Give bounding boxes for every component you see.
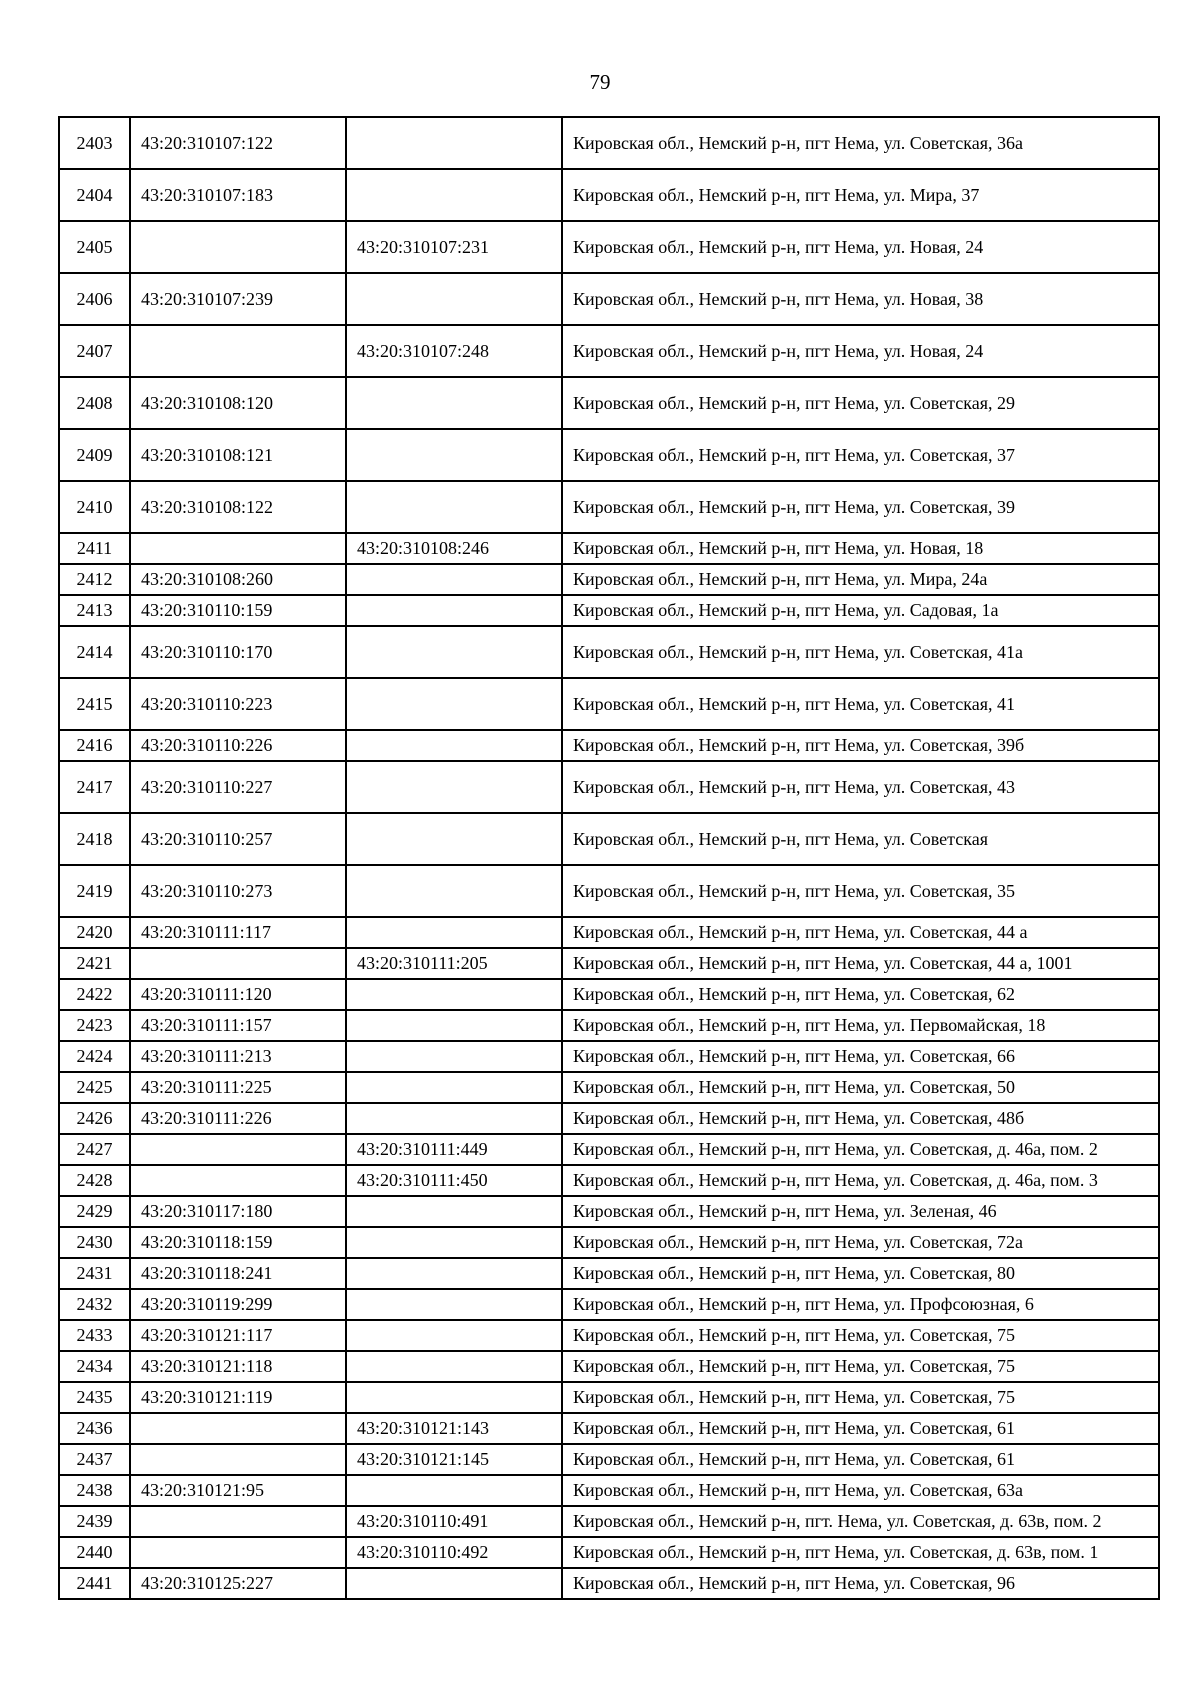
row-number-cell: 2438: [59, 1475, 130, 1506]
row-number-cell: 2424: [59, 1041, 130, 1072]
table-row: [59, 1010, 1159, 1041]
premises-cadastral-number-cell: 43:20:310111:450: [346, 1165, 562, 1196]
table-row: [59, 948, 1159, 979]
cadastral-number-cell: [130, 1537, 346, 1568]
premises-cadastral-number-cell: [346, 1103, 562, 1134]
row-number-cell: 2433: [59, 1320, 130, 1351]
address-cell: Кировская обл., Немский р-н, пгт Нема, ул. Советская: [562, 813, 1159, 865]
address-cell: Кировская обл., Немский р-н, пгт Нема, ул. Советская, 41а: [562, 626, 1159, 678]
premises-cadastral-number-cell: [346, 979, 562, 1010]
table-row: [59, 917, 1159, 948]
address-cell: Кировская обл., Немский р-н, пгт Нема, ул. Советская, д. 46а, пом. 3: [562, 1165, 1159, 1196]
table-row: [59, 1227, 1159, 1258]
row-number-cell: 2426: [59, 1103, 130, 1134]
cadastral-number-cell: 43:20:310111:226: [130, 1103, 346, 1134]
address-cell: Кировская обл., Немский р-н, пгт Нема, ул. Советская, 41: [562, 678, 1159, 730]
cadastral-number-cell: 43:20:310111:213: [130, 1041, 346, 1072]
row-number-cell: 2436: [59, 1413, 130, 1444]
row-number-cell: 2417: [59, 761, 130, 813]
premises-cadastral-number-cell: [346, 1320, 562, 1351]
address-cell: Кировская обл., Немский р-н, пгт Нема, ул. Советская, 44 а: [562, 917, 1159, 948]
table-row: [59, 1289, 1159, 1320]
cadastral-number-cell: 43:20:310111:225: [130, 1072, 346, 1103]
table-row: [59, 595, 1159, 626]
cadastral-number-cell: 43:20:310121:118: [130, 1351, 346, 1382]
cadastral-number-cell: [130, 1165, 346, 1196]
address-cell: Кировская обл., Немский р-н, пгт Нема, ул. Советская, 48б: [562, 1103, 1159, 1134]
table-row: [59, 221, 1159, 273]
row-number-cell: 2428: [59, 1165, 130, 1196]
cadastral-number-cell: 43:20:310108:260: [130, 564, 346, 595]
address-cell: Кировская обл., Немский р-н, пгт Нема, ул. Советская, 75: [562, 1382, 1159, 1413]
cadastral-number-cell: [130, 948, 346, 979]
premises-cadastral-number-cell: [346, 1382, 562, 1413]
cadastral-number-cell: 43:20:310107:183: [130, 169, 346, 221]
cadastral-number-cell: 43:20:310110:170: [130, 626, 346, 678]
row-number-cell: 2404: [59, 169, 130, 221]
table-row: [59, 813, 1159, 865]
premises-cadastral-number-cell: [346, 481, 562, 533]
address-cell: Кировская обл., Немский р-н, пгт Нема, ул. Новая, 38: [562, 273, 1159, 325]
cadastral-number-cell: 43:20:310121:117: [130, 1320, 346, 1351]
premises-cadastral-number-cell: 43:20:310107:231: [346, 221, 562, 273]
premises-cadastral-number-cell: [346, 865, 562, 917]
row-number-cell: 2440: [59, 1537, 130, 1568]
address-cell: Кировская обл., Немский р-н, пгт Нема, ул. Первомайская, 18: [562, 1010, 1159, 1041]
table-row: [59, 1165, 1159, 1196]
cadastral-number-cell: 43:20:310111:117: [130, 917, 346, 948]
address-cell: Кировская обл., Немский р-н, пгт Нема, ул. Новая, 24: [562, 221, 1159, 273]
row-number-cell: 2412: [59, 564, 130, 595]
address-cell: Кировская обл., Немский р-н, пгт Нема, ул. Советская, 35: [562, 865, 1159, 917]
row-number-cell: 2434: [59, 1351, 130, 1382]
premises-cadastral-number-cell: 43:20:310111:205: [346, 948, 562, 979]
premises-cadastral-number-cell: [346, 1227, 562, 1258]
table-row: [59, 979, 1159, 1010]
row-number-cell: 2420: [59, 917, 130, 948]
table-row: [59, 564, 1159, 595]
row-number-cell: 2421: [59, 948, 130, 979]
address-cell: Кировская обл., Немский р-н, пгт Нема, ул. Советская, 80: [562, 1258, 1159, 1289]
premises-cadastral-number-cell: [346, 1289, 562, 1320]
table-row: [59, 1413, 1159, 1444]
row-number-cell: 2425: [59, 1072, 130, 1103]
row-number-cell: 2409: [59, 429, 130, 481]
table-row: [59, 1041, 1159, 1072]
row-number-cell: 2435: [59, 1382, 130, 1413]
cadastral-number-cell: 43:20:310125:227: [130, 1568, 346, 1599]
row-number-cell: 2439: [59, 1506, 130, 1537]
cadastral-number-cell: 43:20:310108:122: [130, 481, 346, 533]
address-cell: Кировская обл., Немский р-н, пгт Нема, ул. Советская, 63а: [562, 1475, 1159, 1506]
address-cell: Кировская обл., Немский р-н, пгт Нема, ул. Советская, 75: [562, 1351, 1159, 1382]
row-number-cell: 2407: [59, 325, 130, 377]
table-row: [59, 117, 1159, 169]
address-cell: Кировская обл., Немский р-н, пгт Нема, ул. Советская, 29: [562, 377, 1159, 429]
table-row: [59, 1506, 1159, 1537]
table-row: [59, 678, 1159, 730]
premises-cadastral-number-cell: [346, 1041, 562, 1072]
cadastral-number-cell: 43:20:310110:257: [130, 813, 346, 865]
premises-cadastral-number-cell: 43:20:310107:248: [346, 325, 562, 377]
table-row: [59, 1134, 1159, 1165]
address-cell: Кировская обл., Немский р-н, пгт Нема, ул. Советская, 50: [562, 1072, 1159, 1103]
premises-cadastral-number-cell: 43:20:310110:492: [346, 1537, 562, 1568]
cadastral-number-cell: 43:20:310121:119: [130, 1382, 346, 1413]
table-row: [59, 1382, 1159, 1413]
cadastral-number-cell: 43:20:310121:95: [130, 1475, 346, 1506]
cadastral-number-cell: 43:20:310111:120: [130, 979, 346, 1010]
table-row: [59, 481, 1159, 533]
row-number-cell: 2432: [59, 1289, 130, 1320]
row-number-cell: 2405: [59, 221, 130, 273]
table-row: [59, 865, 1159, 917]
premises-cadastral-number-cell: [346, 1258, 562, 1289]
table-row: [59, 1072, 1159, 1103]
address-cell: Кировская обл., Немский р-н, пгт Нема, ул. Садовая, 1а: [562, 595, 1159, 626]
cadastral-number-cell: 43:20:310108:120: [130, 377, 346, 429]
cadastral-number-cell: 43:20:310110:159: [130, 595, 346, 626]
address-cell: Кировская обл., Немский р-н, пгт Нема, ул. Советская, 75: [562, 1320, 1159, 1351]
premises-cadastral-number-cell: [346, 273, 562, 325]
cadastral-number-cell: [130, 221, 346, 273]
cadastral-number-cell: 43:20:310111:157: [130, 1010, 346, 1041]
row-number-cell: 2418: [59, 813, 130, 865]
table-row: [59, 1351, 1159, 1382]
cadastral-number-cell: [130, 1413, 346, 1444]
row-number-cell: 2413: [59, 595, 130, 626]
premises-cadastral-number-cell: [346, 1196, 562, 1227]
cadastral-number-cell: 43:20:310107:239: [130, 273, 346, 325]
address-cell: Кировская обл., Немский р-н, пгт Нема, ул. Новая, 18: [562, 533, 1159, 564]
row-number-cell: 2416: [59, 730, 130, 761]
premises-cadastral-number-cell: [346, 1475, 562, 1506]
row-number-cell: 2414: [59, 626, 130, 678]
cadastral-number-cell: [130, 1444, 346, 1475]
address-cell: Кировская обл., Немский р-н, пгт Нема, ул. Советская, 44 а, 1001: [562, 948, 1159, 979]
cadastral-number-cell: [130, 325, 346, 377]
table-row: [59, 1196, 1159, 1227]
premises-cadastral-number-cell: [346, 595, 562, 626]
address-cell: Кировская обл., Немский р-н, пгт Нема, ул. Советская, д. 46а, пом. 2: [562, 1134, 1159, 1165]
row-number-cell: 2437: [59, 1444, 130, 1475]
address-cell: Кировская обл., Немский р-н, пгт Нема, ул. Советская, 61: [562, 1413, 1159, 1444]
premises-cadastral-number-cell: [346, 813, 562, 865]
cadastral-number-cell: 43:20:310107:122: [130, 117, 346, 169]
address-cell: Кировская обл., Немский р-н, пгт Нема, ул. Советская, 36а: [562, 117, 1159, 169]
premises-cadastral-number-cell: 43:20:310121:145: [346, 1444, 562, 1475]
registry-table: [58, 116, 1160, 1600]
cadastral-number-cell: 43:20:310118:159: [130, 1227, 346, 1258]
table-row: [59, 1258, 1159, 1289]
cadastral-number-cell: 43:20:310110:226: [130, 730, 346, 761]
address-cell: Кировская обл., Немский р-н, пгт Нема, ул. Советская, д. 63в, пом. 1: [562, 1537, 1159, 1568]
row-number-cell: 2430: [59, 1227, 130, 1258]
address-cell: Кировская обл., Немский р-н, пгт Нема, ул. Советская, 72а: [562, 1227, 1159, 1258]
cadastral-number-cell: [130, 1506, 346, 1537]
address-cell: Кировская обл., Немский р-н, пгт Нема, ул. Советская, 37: [562, 429, 1159, 481]
premises-cadastral-number-cell: [346, 429, 562, 481]
premises-cadastral-number-cell: [346, 626, 562, 678]
address-cell: Кировская обл., Немский р-н, пгт Нема, ул. Новая, 24: [562, 325, 1159, 377]
row-number-cell: 2427: [59, 1134, 130, 1165]
table-row: [59, 273, 1159, 325]
table-row: [59, 533, 1159, 564]
address-cell: Кировская обл., Немский р-н, пгт Нема, ул. Мира, 37: [562, 169, 1159, 221]
cadastral-number-cell: 43:20:310108:121: [130, 429, 346, 481]
address-cell: Кировская обл., Немский р-н, пгт Нема, ул. Советская, 66: [562, 1041, 1159, 1072]
table-row: [59, 626, 1159, 678]
row-number-cell: 2411: [59, 533, 130, 564]
premises-cadastral-number-cell: [346, 564, 562, 595]
premises-cadastral-number-cell: 43:20:310110:491: [346, 1506, 562, 1537]
row-number-cell: 2429: [59, 1196, 130, 1227]
cadastral-number-cell: 43:20:310118:241: [130, 1258, 346, 1289]
cadastral-number-cell: 43:20:310117:180: [130, 1196, 346, 1227]
premises-cadastral-number-cell: [346, 377, 562, 429]
row-number-cell: 2419: [59, 865, 130, 917]
cadastral-number-cell: [130, 533, 346, 564]
address-cell: Кировская обл., Немский р-н, пгт Нема, ул. Советская, 61: [562, 1444, 1159, 1475]
table-row: [59, 730, 1159, 761]
table-row: [59, 761, 1159, 813]
table-row: [59, 1537, 1159, 1568]
table-row: [59, 1568, 1159, 1599]
premises-cadastral-number-cell: [346, 678, 562, 730]
address-cell: Кировская обл., Немский р-н, пгт Нема, ул. Советская, 62: [562, 979, 1159, 1010]
row-number-cell: 2408: [59, 377, 130, 429]
address-cell: Кировская обл., Немский р-н, пгт Нема, ул. Советская, 39б: [562, 730, 1159, 761]
premises-cadastral-number-cell: [346, 730, 562, 761]
row-number-cell: 2406: [59, 273, 130, 325]
registry-table-body: [59, 117, 1159, 1599]
premises-cadastral-number-cell: 43:20:310111:449: [346, 1134, 562, 1165]
row-number-cell: 2431: [59, 1258, 130, 1289]
table-row: [59, 325, 1159, 377]
page-number: 79: [589, 70, 611, 94]
table-row: [59, 169, 1159, 221]
cadastral-number-cell: [130, 1134, 346, 1165]
table-row: [59, 1103, 1159, 1134]
premises-cadastral-number-cell: [346, 1351, 562, 1382]
row-number-cell: 2422: [59, 979, 130, 1010]
address-cell: Кировская обл., Немский р-н, пгт. Нема, ул. Советская, д. 63в, пом. 2: [562, 1506, 1159, 1537]
row-number-cell: 2410: [59, 481, 130, 533]
row-number-cell: 2423: [59, 1010, 130, 1041]
premises-cadastral-number-cell: 43:20:310121:143: [346, 1413, 562, 1444]
premises-cadastral-number-cell: [346, 169, 562, 221]
table-row: [59, 1320, 1159, 1351]
premises-cadastral-number-cell: 43:20:310108:246: [346, 533, 562, 564]
premises-cadastral-number-cell: [346, 1072, 562, 1103]
address-cell: Кировская обл., Немский р-н, пгт Нема, ул. Зеленая, 46: [562, 1196, 1159, 1227]
address-cell: Кировская обл., Немский р-н, пгт Нема, ул. Советская, 43: [562, 761, 1159, 813]
premises-cadastral-number-cell: [346, 917, 562, 948]
premises-cadastral-number-cell: [346, 761, 562, 813]
premises-cadastral-number-cell: [346, 1568, 562, 1599]
cadastral-number-cell: 43:20:310119:299: [130, 1289, 346, 1320]
row-number-cell: 2403: [59, 117, 130, 169]
table-row: [59, 377, 1159, 429]
row-number-cell: 2415: [59, 678, 130, 730]
table-row: [59, 1444, 1159, 1475]
address-cell: Кировская обл., Немский р-н, пгт Нема, ул. Советская, 96: [562, 1568, 1159, 1599]
cadastral-number-cell: 43:20:310110:227: [130, 761, 346, 813]
address-cell: Кировская обл., Немский р-н, пгт Нема, ул. Мира, 24а: [562, 564, 1159, 595]
address-cell: Кировская обл., Немский р-н, пгт Нема, ул. Профсоюзная, 6: [562, 1289, 1159, 1320]
cadastral-number-cell: 43:20:310110:223: [130, 678, 346, 730]
row-number-cell: 2441: [59, 1568, 130, 1599]
cadastral-number-cell: 43:20:310110:273: [130, 865, 346, 917]
premises-cadastral-number-cell: [346, 1010, 562, 1041]
address-cell: Кировская обл., Немский р-н, пгт Нема, ул. Советская, 39: [562, 481, 1159, 533]
table-row: [59, 429, 1159, 481]
premises-cadastral-number-cell: [346, 117, 562, 169]
table-row: [59, 1475, 1159, 1506]
